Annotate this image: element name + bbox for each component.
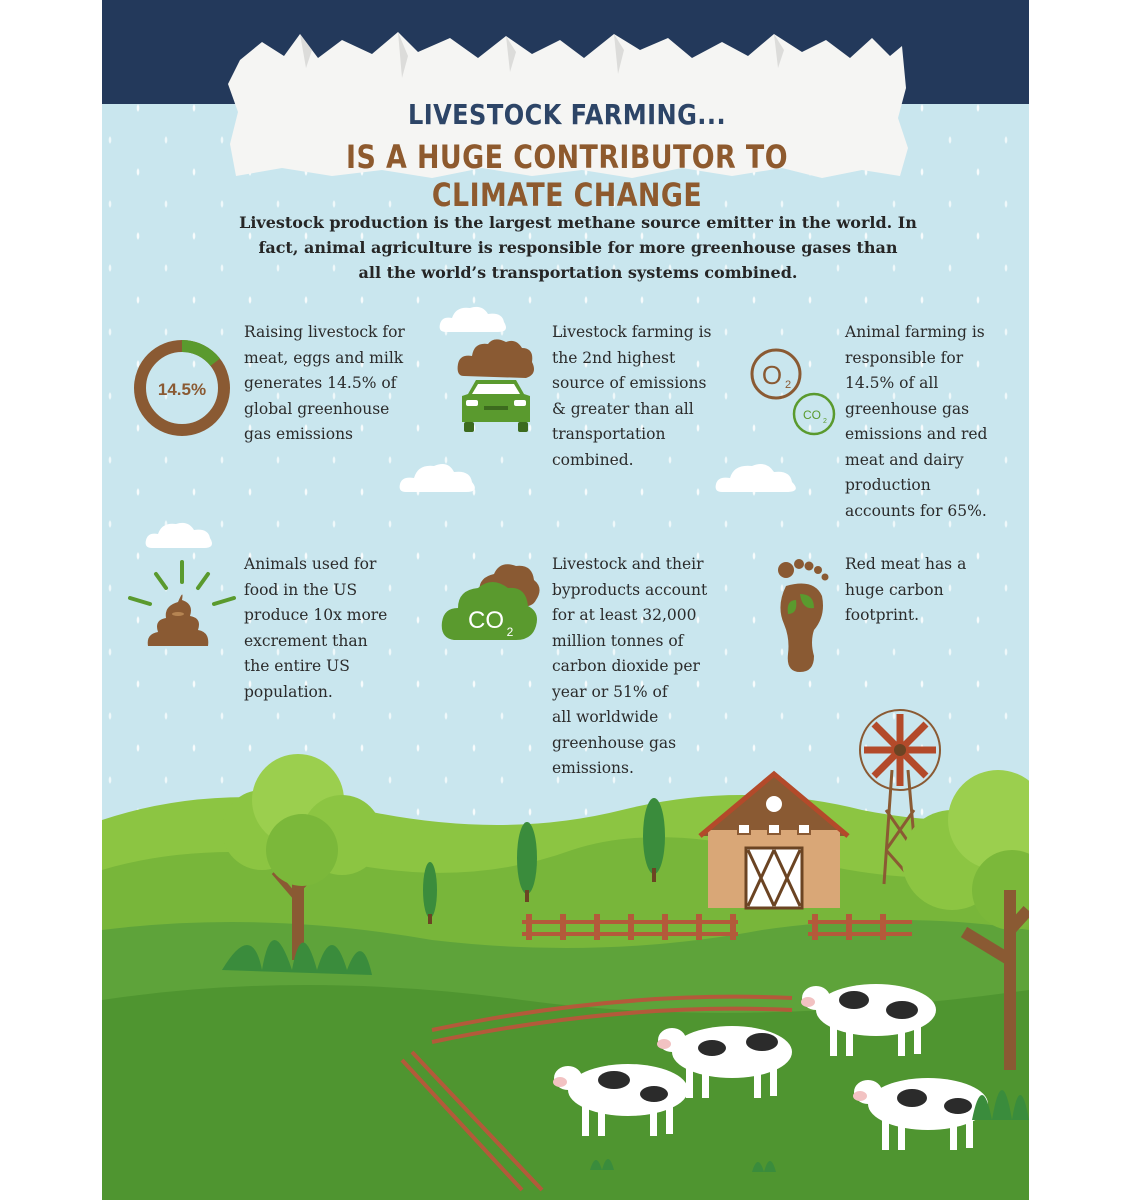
- cloud-icon: [144, 518, 216, 550]
- fact-line: huge carbon: [845, 580, 944, 599]
- car-exhaust-icon: [454, 336, 538, 440]
- fact-line: the entire US: [244, 657, 350, 675]
- fact-line: emissions and red: [845, 425, 988, 443]
- fact-text-2: [552, 320, 711, 473]
- fact-line: Raising livestock for: [244, 323, 405, 341]
- fact-line: production: [845, 476, 931, 494]
- fact-line: food in the US: [244, 580, 358, 599]
- intro-line: all the world’s transportation systems combined.: [358, 263, 798, 282]
- donut-label: 14.5%: [157, 380, 207, 399]
- co2-cloud-label: CO: [468, 607, 504, 634]
- o2-label: O: [761, 360, 783, 390]
- fact-line: meat, eggs and milk: [244, 348, 404, 367]
- fact-line: greenhouse gas: [552, 733, 677, 752]
- title-line-2: IS A HUGE CONTRIBUTOR TO CLIMATE CHANGE: [346, 138, 788, 214]
- cloud-icon: [398, 458, 480, 494]
- footprint-icon: [774, 556, 830, 676]
- co2-cloud-subscript: 2: [506, 625, 514, 639]
- co2-label: CO: [803, 408, 821, 422]
- fact-line: the 2nd highest: [552, 348, 676, 367]
- fact-line: 14.5% of all: [845, 374, 939, 392]
- fact-line: produce 10x more: [244, 606, 388, 624]
- fact-line: population.: [244, 682, 333, 701]
- fact-line: global greenhouse: [244, 399, 390, 418]
- intro-line: Livestock production is the largest methane source emitter in the world. In: [239, 213, 917, 232]
- co2-cloud-icon: [440, 556, 544, 646]
- fact-line: & greater than all: [552, 399, 694, 418]
- donut-segment: [182, 346, 215, 362]
- fact-line: meat and dairy: [845, 450, 964, 469]
- fact-line: Animals used for: [244, 555, 377, 573]
- fact-line: Red meat has a: [845, 555, 967, 573]
- fact-line: footprint.: [845, 606, 920, 624]
- farm-landscape-illustration: [102, 700, 1029, 1200]
- infographic-poster: [102, 0, 1029, 1200]
- fact-line: million tonnes of: [552, 631, 684, 650]
- fact-line: combined.: [552, 450, 634, 469]
- barn: [700, 774, 848, 908]
- fact-line: responsible for: [845, 348, 964, 367]
- cloud-icon: [714, 458, 802, 494]
- fact-line: generates 14.5% of: [244, 374, 397, 392]
- fact-line: Livestock and their: [552, 555, 704, 573]
- fact-line: byproducts account: [552, 580, 708, 599]
- o2-co2-icon: [748, 344, 844, 440]
- fact-line: greenhouse gas: [845, 399, 970, 418]
- fact-line: emissions.: [552, 759, 634, 777]
- fact-text-4: [244, 552, 387, 705]
- fact-line: excrement than: [244, 631, 368, 650]
- fact-line: accounts for 65%.: [845, 501, 987, 520]
- fact-line: year or 51% of: [552, 682, 668, 701]
- fact-line: Livestock farming is: [552, 323, 712, 341]
- fact-line: source of emissions: [552, 374, 707, 392]
- fact-line: gas emissions: [244, 425, 354, 443]
- fact-text-6: [845, 552, 966, 629]
- donut-chart-icon: [130, 336, 234, 440]
- fact-line: Animal farming is: [845, 323, 985, 341]
- fact-line: carbon dioxide per: [552, 657, 700, 675]
- title-line-1: LIVESTOCK FARMING...: [407, 98, 727, 131]
- fact-line: transportation: [552, 425, 666, 443]
- fact-line: for at least 32,000: [552, 606, 697, 624]
- intro-paragraph: [228, 210, 928, 285]
- co2-subscript: 2: [823, 418, 827, 425]
- cloud-icon: [438, 302, 510, 334]
- fact-text-3: [845, 320, 987, 524]
- intro-line: fact, animal agriculture is responsible for more greenhouse gases than: [258, 238, 898, 257]
- manure-icon: [124, 558, 240, 654]
- title-banner: [222, 28, 912, 214]
- fact-line: all worldwide: [552, 708, 659, 726]
- o2-subscript: 2: [784, 379, 792, 391]
- fact-text-1: [244, 320, 405, 448]
